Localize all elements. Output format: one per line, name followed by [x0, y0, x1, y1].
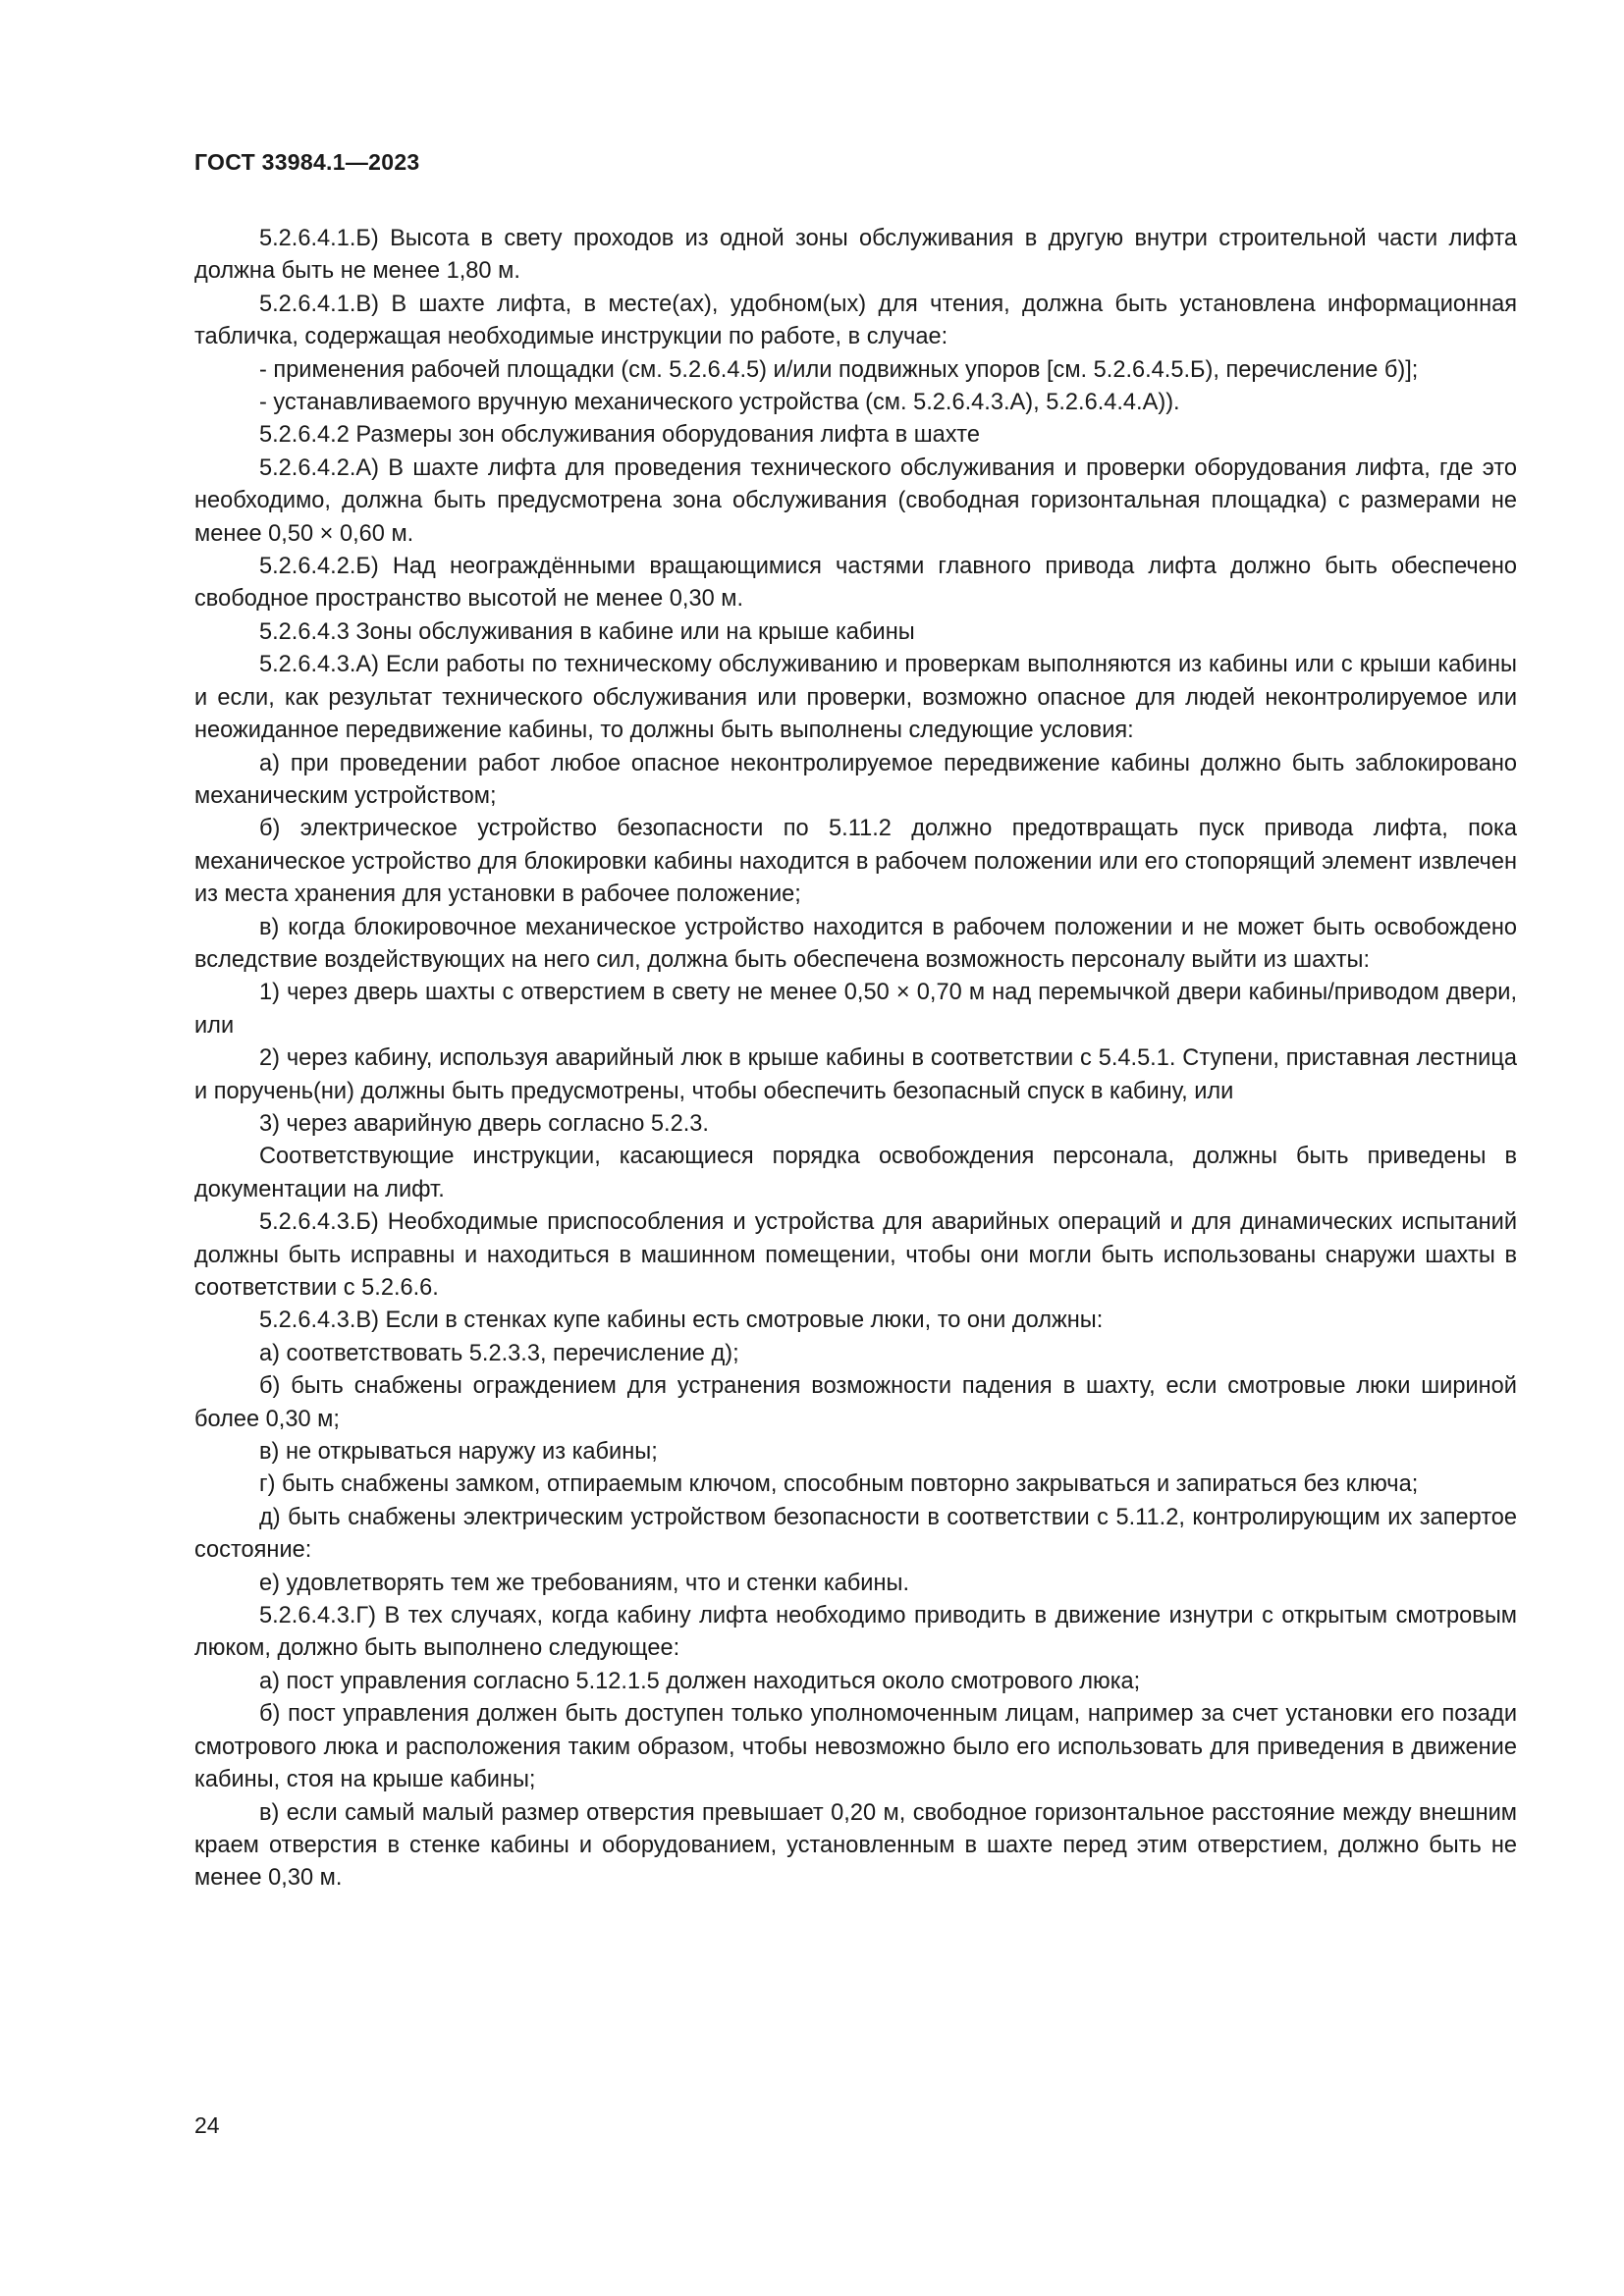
list-item: а) пост управления согласно 5.12.1.5 должен находиться около смотрового люка;: [259, 1668, 1141, 1694]
list-item: г) быть снабжены замком, отпираемым ключом, способным повторно закрываться и запираться без ключа;: [259, 1471, 1419, 1498]
list-item: 3) через аварийную дверь согласно 5.2.3.: [259, 1110, 709, 1137]
paragraph: 5.2.6.4.3.А) Если работы по техническому обслуживанию и проверкам выполняются из кабины или с крыши кабины и если, как результат технического обслуживания или проверки, возможно опасное для людей неконтролируемое или неожиданное передвижение кабины, то должны быть выполнены следующие условия:: [194, 652, 1517, 744]
document-header: ГОСТ 33984.1—2023: [194, 149, 420, 175]
list-item: а) соответствовать 5.2.3.3, перечисление д);: [259, 1340, 739, 1366]
list-item: - устанавливаемого вручную механического устройства (см. 5.2.6.4.3.А), 5.2.6.4.4.А)).: [259, 390, 1180, 416]
page-number: 24: [194, 2112, 220, 2138]
paragraph: 5.2.6.4.3.Б) Необходимые приспособления и устройства для аварийных операций и для динамических испытаний должны быть исправны и находиться в машинном помещении, чтобы они могли быть использованы снаружи шахты в соответствии с 5.2.6.6.: [194, 1209, 1517, 1301]
paragraph: 5.2.6.4.1.В) В шахте лифта, в месте(ах), удобном(ых) для чтения, должна быть установлена информационная табличка, содержащая необходимые инструкции по работе, в случае:: [194, 291, 1517, 350]
list-item: е) удовлетворять тем же требованиям, что и стенки кабины.: [259, 1570, 910, 1596]
document-body: [194, 223, 1517, 1896]
list-item: 2) через кабину, используя аварийный люк в крыше кабины в соответствии с 5.4.5.1. Ступени, приставная лестница и поручень(ни) должны быть предусмотрены, чтобы обеспечить безопасный спуск в кабину, или: [194, 1045, 1517, 1104]
list-item: в) не открываться наружу из кабины;: [259, 1439, 658, 1466]
list-item: б) пост управления должен быть доступен только уполномоченным лицам, например за счет установки его позади смотрового люка и расположения таким образом, чтобы невозможно было его использовать для приведения в движение кабины, стоя на крыше кабины;: [194, 1701, 1517, 1793]
list-item: д) быть снабжены электрическим устройством безопасности в соответствии с 5.11.2, контролирующим их запертое состояние:: [194, 1504, 1517, 1564]
list-item: а) при проведении работ любое опасное неконтролируемое передвижение кабины должно быть заблокировано механическим устройством;: [194, 750, 1517, 809]
section-heading: 5.2.6.4.3 Зоны обслуживания в кабине или на крыше кабины: [259, 618, 915, 645]
paragraph: 5.2.6.4.3.Г) В тех случаях, когда кабину лифта необходимо приводить в движение изнутри с открытым смотровым люком, должно быть выполнено следующее:: [194, 1603, 1517, 1662]
paragraph: 5.2.6.4.2.Б) Над неограждёнными вращающимися частями главного привода лифта должно быть обеспечено свободное пространство высотой не менее 0,30 м.: [194, 554, 1517, 613]
list-item: в) когда блокировочное механическое устройство находится в рабочем положении и не может быть освобождено вследствие воздействующих на него сил, должна быть обеспечена возможность персоналу выйти из шахты:: [194, 914, 1517, 973]
list-item: - применения рабочей площадки (см. 5.2.6.4.5) и/или подвижных упоров [см. 5.2.6.4.5.Б), перечисление б)];: [259, 356, 1419, 383]
paragraph: 5.2.6.4.1.Б) Высота в свету проходов из одной зоны обслуживания в другую внутри строительной части лифта должна быть не менее 1,80 м.: [194, 226, 1517, 285]
section-heading: 5.2.6.4.2 Размеры зон обслуживания оборудования лифта в шахте: [259, 422, 980, 449]
list-item: 1) через дверь шахты с отверстием в свету не менее 0,50 × 0,70 м над перемычкой двери кабины/приводом двери, или: [194, 980, 1517, 1039]
paragraph: 5.2.6.4.2.А) В шахте лифта для проведения технического обслуживания и проверки оборудования лифта, где это необходимо, должна быть предусмотрена зона обслуживания (свободная горизонтальная площадка) с размерами не менее 0,50 × 0,60 м.: [194, 454, 1517, 547]
paragraph: Соответствующие инструкции, касающиеся порядка освобождения персонала, должны быть приведены в документации на лифт.: [194, 1144, 1517, 1202]
list-item: б) электрическое устройство безопасности по 5.11.2 должно предотвращать пуск привода лифта, пока механическое устройство для блокировки кабины находится в рабочем положении или его стопорящий элемент извлечен из места хранения для установки в рабочее положение;: [194, 816, 1517, 908]
list-item: б) быть снабжены ограждением для устранения возможности падения в шахту, если смотровые люки шириной более 0,30 м;: [194, 1373, 1517, 1432]
list-item: в) если самый малый размер отверстия превышает 0,20 м, свободное горизонтальное расстояние между внешним краем отверстия в стенке кабины и оборудованием, установленным в шахте перед этим отверстием, должно быть не менее 0,30 м.: [194, 1799, 1517, 1892]
paragraph: 5.2.6.4.3.В) Если в стенках купе кабины есть смотровые люки, то они должны:: [259, 1308, 1104, 1334]
